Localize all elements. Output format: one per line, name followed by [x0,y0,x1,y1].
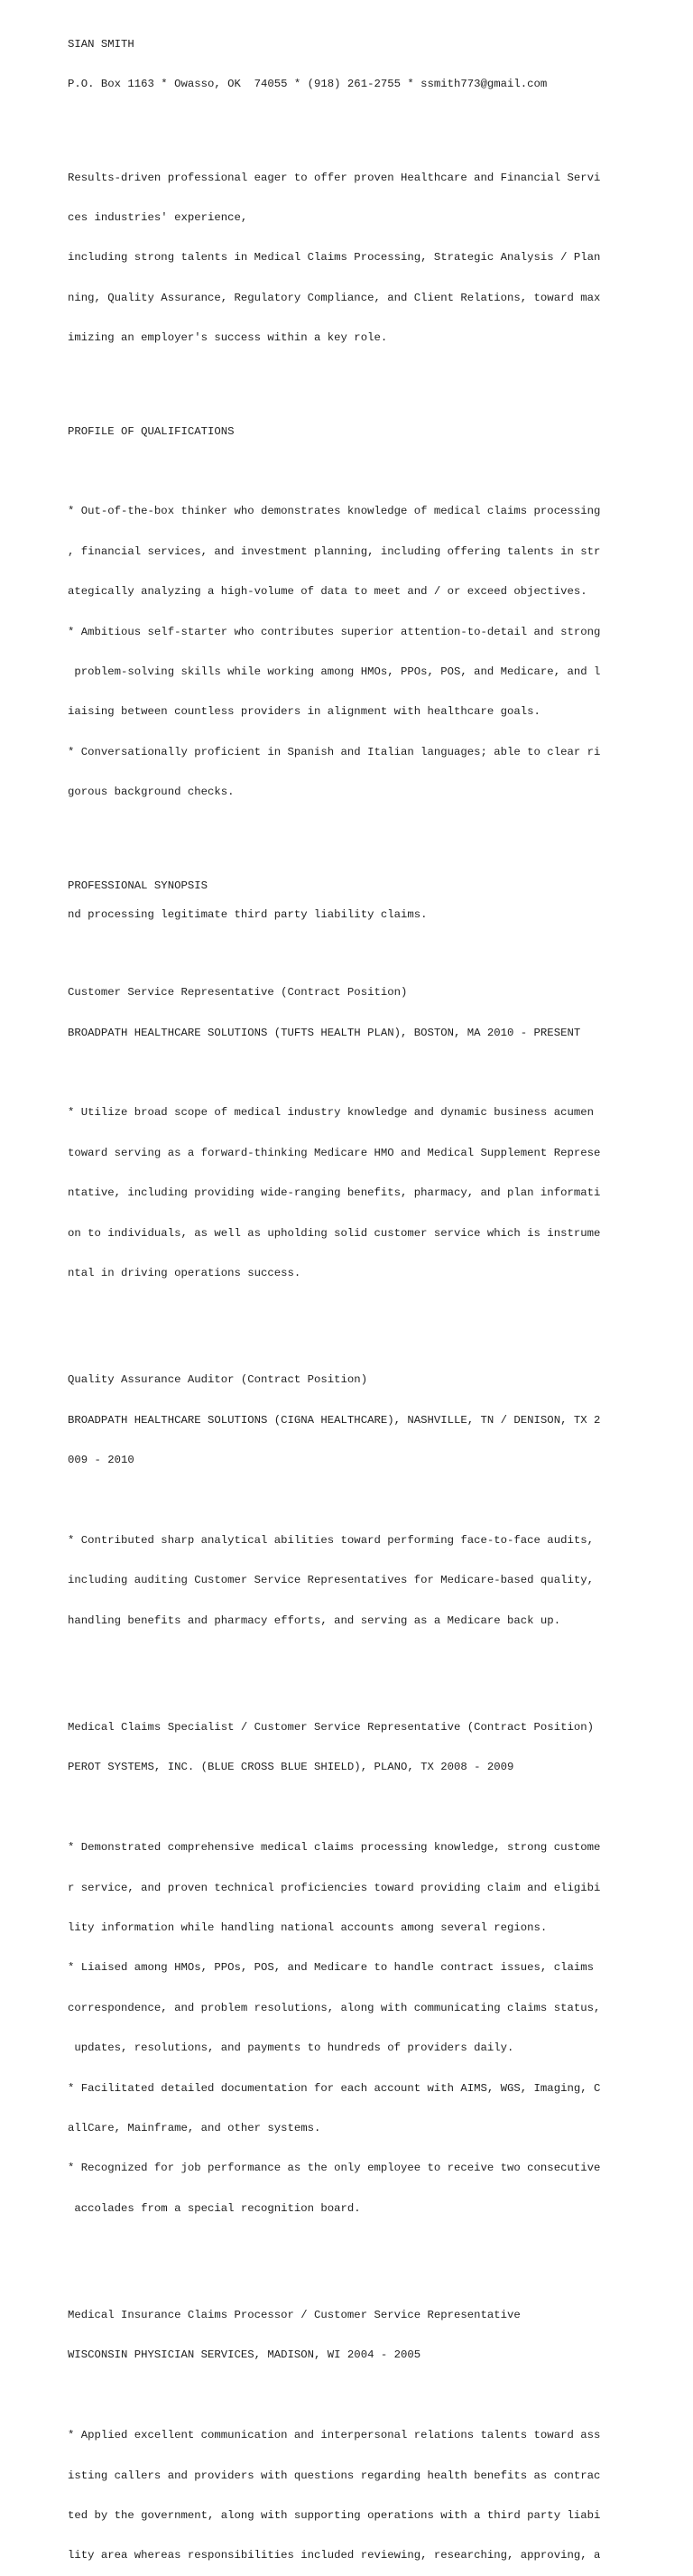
contact-line: P.O. Box 1163 * Owasso, OK 74055 * (918) 261-2755 * ssmith773@gmail.com [68,77,548,90]
spacer [68,372,627,386]
job-detail-line: * Recognized for job performance as the only employee to receive two consecutive [68,2162,601,2175]
summary-line: ning, Quality Assurance, Regulatory Compliance, and Client Relations, toward max [68,291,601,304]
profile-line: ategically analyzing a high-volume of data to meet and / or exceed objectives. [68,585,587,599]
job-employer: 009 - 2010 [68,1454,134,1467]
profile-line: gorous background checks. [68,786,235,799]
job-detail-line: ted by the government, along with supporting operations with a third party liabi [68,2509,601,2523]
job-employer: WISCONSIN PHYSICIAN SERVICES, MADISON, WI 2004 - 2005 [68,2348,421,2362]
job-title: Medical Claims Specialist / Customer Service Representative (Contract Position) [68,1721,594,1734]
profile-line: * Ambitious self-starter who contributes superior attention-to-detail and strong [68,625,601,638]
spacer [68,1654,627,1668]
job-title: Quality Assurance Auditor (Contract Position) [68,1373,368,1387]
job-detail-line: accolades from a special recognition board. [68,2201,361,2215]
spacer [68,465,627,479]
spacer [68,826,627,840]
summary-line: imizing an employer's success within a key role. [68,331,388,345]
job-detail-line: isting callers and providers with questions regarding health benefits as contrac [68,2469,601,2482]
continued-line: nd processing legitimate third party liability claims. [68,908,428,921]
job-detail-line: * Demonstrated comprehensive medical claims processing knowledge, strong custome [68,1841,601,1855]
job-detail-line: handling benefits and pharmacy efforts, and serving as a Medicare back up. [68,1613,561,1627]
job-detail-line: * Contributed sharp analytical abilities toward performing face-to-face audits, [68,1533,594,1547]
job-employer: BROADPATH HEALTHCARE SOLUTIONS (TUFTS HEALTH PLAN), BOSTON, MA 2010 - PRESENT [68,1026,581,1039]
summary-line: including strong talents in Medical Claims Processing, Strategic Analysis / Plan [68,251,601,265]
job-detail-line: lity information while handling national accounts among several regions. [68,1920,548,1934]
section-heading-synopsis: PROFESSIONAL SYNOPSIS [68,879,208,892]
job-detail-line: * Facilitated detailed documentation for each account with AIMS, WGS, Imaging, C [68,2081,601,2095]
job-title: Medical Insurance Claims Processor / Customer Service Representative [68,2309,521,2322]
job-detail-line: * Applied excellent communication and interpersonal relations talents toward ass [68,2429,601,2442]
job-detail-line: * Utilize broad scope of medical industry knowledge and dynamic business acumen [68,1106,594,1120]
spacer [68,1307,627,1320]
job-detail-line: updates, resolutions, and payments to hundreds of providers daily. [68,2041,514,2055]
job-detail-line: lity area whereas responsibilities included reviewing, researching, approving, a [68,2549,601,2562]
profile-line: * Conversationally proficient in Spanish and Italian languages; able to clear ri [68,745,601,758]
spacer [68,2389,627,2403]
job-detail-line: correspondence, and problem resolutions, along with communicating claims status, [68,2001,601,2014]
profile-line: iaising between countless providers in alignment with healthcare goals. [68,705,541,719]
profile-line: , financial services, and investment planning, including offering talents in str [68,544,601,558]
job-detail-line: r service, and proven technical proficiencies toward providing claim and eligibi [68,1881,601,1894]
job-detail-line: toward serving as a forward-thinking Medicare HMO and Medical Supplement Represe [68,1146,601,1159]
section-heading-profile: PROFILE OF QUALIFICATIONS [68,424,235,438]
spacer [68,117,627,131]
job-detail-line: allCare, Mainframe, and other systems. [68,2121,321,2134]
profile-line: * Out-of-the-box thinker who demonstrates knowledge of medical claims processing [68,505,601,518]
job-detail-line: including auditing Customer Service Representatives for Medicare-based quality, [68,1574,594,1587]
job-employer: PEROT SYSTEMS, INC. (BLUE CROSS BLUE SHIELD), PLANO, TX 2008 - 2009 [68,1761,514,1774]
spacer [68,2242,627,2255]
spacer [68,1493,627,1507]
job-detail-line: * Liaised among HMOs, PPOs, POS, and Medicare to handle contract issues, claims [68,1961,594,1975]
job-title: Customer Service Representative (Contract Position) [68,986,408,1000]
spacer [68,1066,627,1080]
spacer [68,1801,627,1815]
summary-line: ces industries' experience, [68,210,248,224]
job-detail-line: ntal in driving operations success. [68,1266,301,1279]
job-detail-line: on to individuals, as well as upholding solid customer service which is instrume [68,1226,601,1240]
resume-document [68,11,627,2576]
summary-line: Results-driven professional eager to offer proven Healthcare and Financial Servi [68,171,601,184]
job-employer: BROADPATH HEALTHCARE SOLUTIONS (CIGNA HEALTHCARE), NASHVILLE, TN / DENISON, TX 2 [68,1413,601,1427]
resume-name: SIAN SMITH [68,37,134,51]
profile-line: problem-solving skills while working among HMOs, PPOs, POS, and Medicare, and l [68,665,601,679]
job-detail-line: ntative, including providing wide-ranging benefits, pharmacy, and plan informati [68,1186,601,1200]
